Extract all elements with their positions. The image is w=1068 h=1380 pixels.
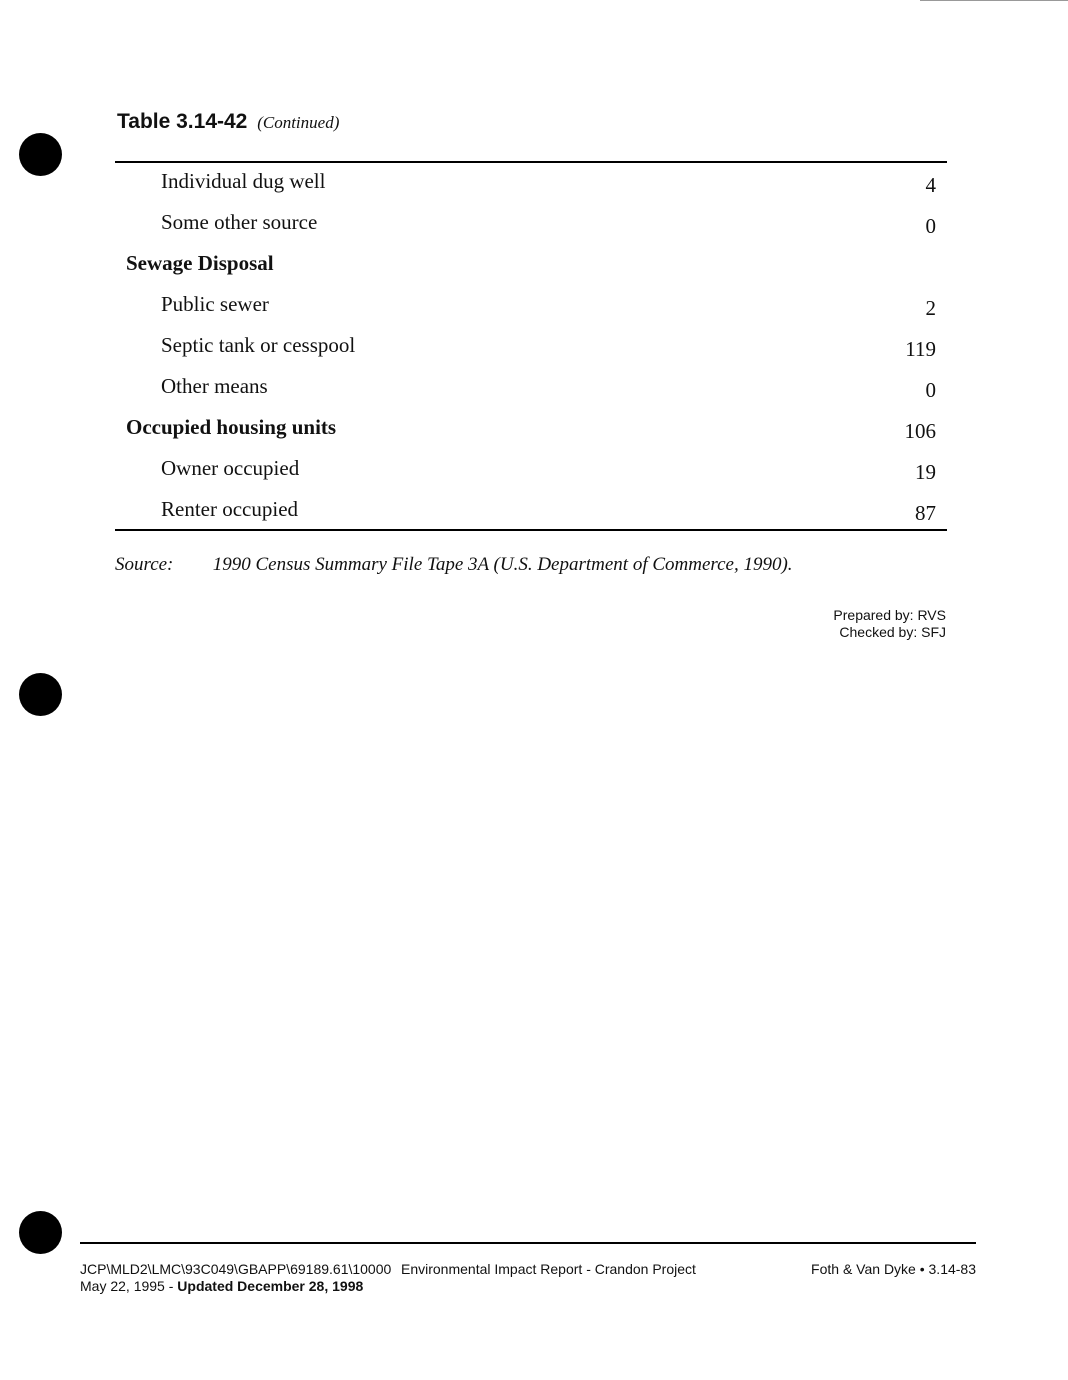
row-label: Other means: [161, 374, 268, 398]
binder-hole: [19, 673, 62, 716]
row-label: Individual dug well: [161, 169, 326, 193]
source-note: [115, 554, 793, 576]
row-value: 0: [925, 214, 936, 238]
row-label: Owner occupied: [161, 456, 300, 480]
table-bottom-rule: [115, 529, 947, 531]
page-number: Foth & Van Dyke • 3.14-83: [811, 1261, 976, 1277]
table-row: [115, 450, 947, 491]
row-value: 119: [905, 337, 936, 361]
row-value: 87: [915, 501, 936, 525]
row-value: 19: [915, 460, 936, 484]
preparer-block: [833, 607, 946, 641]
corner-mark: [920, 0, 1068, 1]
table-section-row: [115, 409, 947, 450]
table-row: [115, 327, 947, 368]
footer-rule: [80, 1242, 976, 1244]
table-row: [115, 204, 947, 245]
file-path: JCP\MLD2\LMC\93C049\GBAPP\69189.61\10000: [80, 1261, 392, 1277]
row-value: 4: [925, 173, 936, 197]
row-label: Some other source: [161, 210, 318, 234]
table-row: [115, 286, 947, 327]
table-row: [115, 491, 947, 532]
binder-hole: [19, 133, 62, 176]
report-title: Environmental Impact Report - Crandon Project: [401, 1261, 696, 1277]
original-date: May 22, 1995 -: [80, 1278, 178, 1294]
binder-hole: [19, 1211, 62, 1254]
row-label: Public sewer: [161, 292, 269, 316]
row-value: 0: [925, 378, 936, 402]
row-label: Occupied housing units: [126, 415, 337, 439]
table-row: [115, 368, 947, 409]
footer-dates: [80, 1278, 391, 1295]
table-row: [115, 163, 947, 204]
table-section-row: [115, 245, 947, 286]
row-value: 2: [925, 296, 936, 320]
row-label: Septic tank or cesspool: [161, 333, 356, 357]
data-table: [115, 163, 947, 532]
row-label: Sewage Disposal: [126, 251, 274, 275]
footer-left: [80, 1261, 391, 1295]
row-label: Renter occupied: [161, 497, 299, 521]
checked-by: Checked by: SFJ: [839, 624, 946, 640]
table-title: [117, 110, 339, 134]
updated-date: Updated December 28, 1998: [177, 1278, 364, 1294]
source-text: 1990 Census Summary File Tape 3A (U.S. Department of Commerce, 1990).: [212, 554, 793, 575]
row-value: 106: [904, 419, 936, 443]
table-number: Table 3.14-42: [117, 110, 248, 133]
continued-label: (Continued): [257, 113, 340, 132]
source-label: Source:: [115, 554, 174, 575]
prepared-by: Prepared by: RVS: [833, 607, 946, 623]
